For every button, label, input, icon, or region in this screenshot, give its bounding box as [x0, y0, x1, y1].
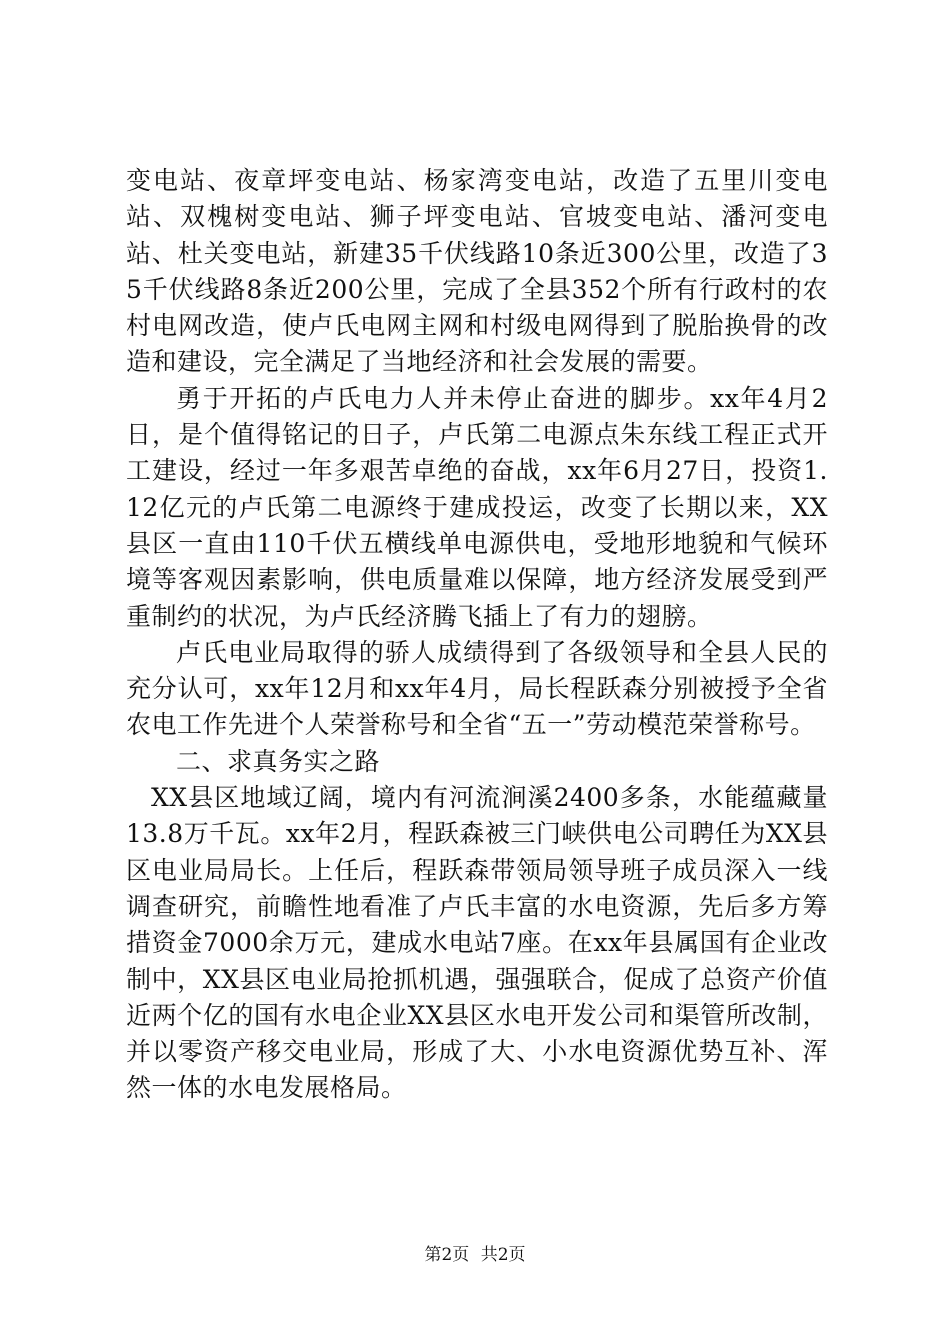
document-body: [126, 163, 828, 1107]
paragraph-second-power-source: 勇于开拓的卢氏电力人并未停止奋进的脚步。xx年4月2日，是个值得铭记的日子，卢氏第二电源点朱东线工程正式开工建设，经过一年多艰苦卓绝的奋战，xx年6月27日，投资1.12亿元的卢氏第二电源终于建成投运，改变了长期以来，XX县区一直由110千伏五横线单电源供电，受地形地貌和气候环境等客观因素影响，供电质量难以保障，地方经济发展受到严重制约的状况，为卢氏经济腾飞插上了有力的翅膀。: [126, 383, 828, 631]
paragraph-honors: 卢氏电业局取得的骄人成绩得到了各级领导和全县人民的充分认可，xx年12月和xx年4月，局长程跃森分别被授予全省农电工作先进个人荣誉称号和全省“五一”劳动模范荣誉称号。: [126, 637, 828, 740]
page-footer: [0, 1244, 950, 1266]
section-heading: 二、求真务实之路: [176, 746, 381, 776]
paragraph-hydropower: XX县区地域辽阔，境内有河流涧溪2400多条，水能蕴藏量13.8万千瓦。xx年2月，程跃森被三门峡供电公司聘任为XX县区电业局局长。上任后，程跃森带领局领导班子成员深入一线调查研究，前瞻性地看准了卢氏丰富的水电资源，先后多方筹措资金7000余万元，建成水电站7座。在xx年县属国有企业改制中，XX县区电业局抢抓机遇，强强联合，促成了总资产价值近两个亿的国有水电企业XX县区水电开发公司和渠管所改制，并以零资产移交电业局，形成了大、小水电资源优势互补、浑然一体的水电发展格局。: [126, 783, 828, 1103]
page-number: 第2页: [424, 1245, 470, 1265]
paragraph-substations: 变电站、夜章坪变电站、杨家湾变电站，改造了五里川变电站、双槐树变电站、狮子坪变电站、官坡变电站、潘河变电站、杜关变电站，新建35千伏线路10条近300公里，改造了35千伏线路8条近200公里，完成了全县352个所有行政村的农村电网改造，使卢氏电网主网和村级电网得到了脱胎换骨的改造和建设，完全满足了当地经济和社会发展的需要。: [126, 166, 828, 377]
page-total: 共2页: [480, 1245, 526, 1265]
